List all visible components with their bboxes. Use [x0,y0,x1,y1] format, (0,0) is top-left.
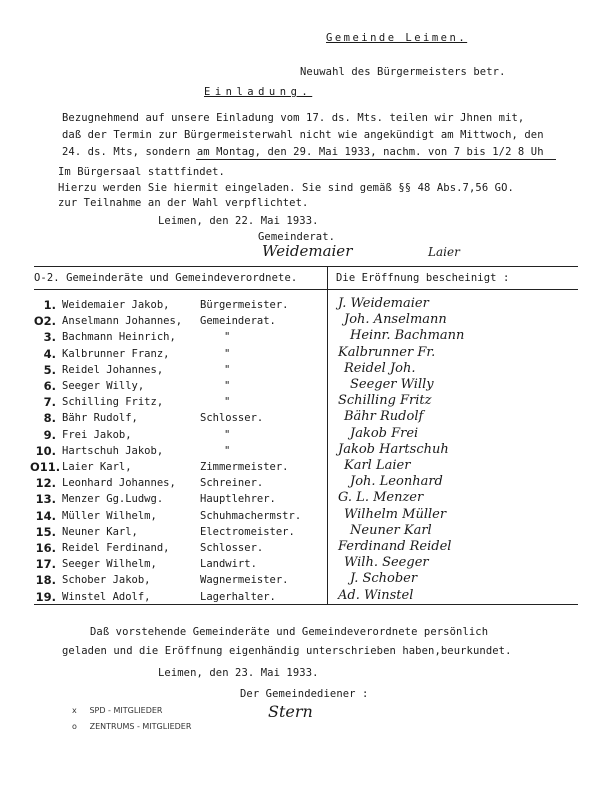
row-role: " [224,428,231,441]
body-line-5: Hierzu werden Sie hiermit eingeladen. Sie sind gemäß §§ 48 Abs.7,56 GO. [58,182,514,194]
row-number: O2. [33,314,56,329]
legend-note-1 [72,706,162,715]
row-name: Anselmann Johannes, [62,315,183,328]
table-top-rule [34,266,578,267]
row-role: Zimmermeister. [200,461,289,473]
legend-text: ZENTRUMS - MITGLIEDER [89,722,192,731]
row-role: Lagerhalter. [200,590,276,603]
row-number: 7. [43,395,56,410]
table-header-right: Die Eröffnung bescheinigt : [336,272,510,284]
row-name: Seeger Willy, [62,380,145,392]
row-name: Menzer Gg.Ludwg. [62,493,164,506]
row-role: Schreiner. [200,477,264,490]
body-line-3: 24. ds. Mts, sondern am Montag, den 29. Mai 1933, nachm. von 7 bis 1/2 8 Uh [62,146,544,158]
body-line-2: daß der Termin zur Bürgermeisterwahl nicht wie angekündigt am Mittwoch, den [62,129,544,141]
row-name: Frei Jakob, [62,428,132,441]
table-header-rule [34,289,578,290]
subject-line: Neuwahl des Bürgermeisters betr. [300,66,506,78]
row-signature: Joh. Anselmann [344,312,447,328]
municipality-heading: Gemeinde Leimen. [326,32,468,44]
row-role: Bürgermeister. [200,299,289,311]
row-number: 1. [43,298,56,312]
body-line-1: Bezugnehmend auf unsere Einladung vom 17. ds. Mts. teilen wir Jhnen mit, [62,112,525,124]
row-signature: J. Weidemaier [338,296,429,311]
underline-date [196,159,556,160]
row-number: 17. [35,557,56,572]
row-number: 18. [35,573,56,588]
row-number: 10. [35,443,56,458]
row-number: 3. [43,330,56,345]
row-name: Müller Wilhelm, [62,509,157,522]
row-name: Bachmann Heinrich, [62,331,176,344]
row-name: Schilling Fritz, [62,396,164,409]
row-role: " [224,380,231,392]
row-role: Wagnermeister. [200,574,289,587]
row-name: Winstel Adolf, [62,590,151,603]
row-signature: Wilhelm Müller [344,506,447,522]
row-signature: Schilling Fritz [338,393,432,409]
row-name: Hartschuh Jakob, [62,444,164,457]
row-name: Reidel Ferdinand, [62,542,170,554]
row-signature: Kalbrunner Fr. [338,344,436,360]
row-name: Neuner Karl, [62,525,138,538]
row-signature: Heinr. Bachmann [350,328,465,344]
row-signature: Karl Laier [344,458,411,473]
row-role: Hauptlehrer. [200,493,276,506]
row-name: Schober Jakob, [62,574,151,587]
table-column-divider [327,266,328,604]
row-role: Electromeister. [200,525,295,538]
row-role: Schlosser. [200,542,264,554]
council-signature-2: Laier [428,245,460,259]
row-role: Gemeinderat. [200,315,276,328]
row-number: 16. [35,541,56,555]
row-signature: Wilh. Seeger [344,555,429,571]
row-signature: Joh. Leonhard [350,474,443,490]
row-name: Reidel Johannes, [62,363,164,376]
row-role: " [224,331,231,344]
row-signature: J. Schober [350,571,418,587]
row-signature: Seeger Willy [350,377,434,392]
closing-line-1: Daß vorstehende Gemeinderäte und Gemeindeverordnete persönlich [90,626,489,638]
row-name: Seeger Wilhelm, [62,558,157,571]
row-number: 8. [43,411,56,426]
row-name: Laier Karl, [62,461,132,473]
row-role: Landwirt. [200,558,257,571]
body-line-4: Im Bürgersaal stattfindet. [58,166,225,178]
row-number: 13. [35,492,56,507]
legend-note-2 [72,722,191,731]
row-signature: Ad. Winstel [338,587,414,603]
row-role: " [224,396,231,409]
row-signature: Jakob Hartschuh [338,441,449,457]
place-date-1: Leimen, den 22. Mai 1933. [158,215,319,227]
table-header-left: O-2. Gemeinderäte und Gemeindeverordnete. [34,272,298,284]
messenger-label: Der Gemeindediener : [240,688,369,700]
row-role: Schlosser. [200,412,264,425]
row-name: Weidemaier Jakob, [62,299,170,311]
row-signature: G. L. Menzer [338,490,424,506]
council-signature-1: Weidemaier [262,242,353,260]
row-number: 15. [35,524,56,539]
closing-line-2: geladen und die Eröffnung eigenhändig unterschrieben haben,beurkundet. [62,645,512,657]
row-name: Kalbrunner Franz, [62,347,170,360]
messenger-signature: Stern [268,702,313,721]
legend-mark: x [72,706,77,715]
table-bottom-rule [34,604,578,605]
row-number: 4. [43,346,56,361]
row-role: " [224,363,231,376]
row-number: 12. [35,476,56,491]
row-signature: Reidel Joh. [344,360,416,376]
row-name: Leonhard Johannes, [62,477,176,490]
row-number: 19. [35,589,56,604]
place-date-2: Leimen, den 23. Mai 1933. [158,667,319,679]
row-number: 6. [43,379,56,393]
row-signature: Ferdinand Reidel [338,539,452,554]
row-role: " [224,347,231,360]
legend-text: SPD - MITGLIEDER [89,706,163,715]
row-name: Bähr Rudolf, [62,412,138,425]
row-number: 5. [43,362,56,377]
row-signature: Jakob Frei [350,425,419,441]
council-label: Gemeinderat. [258,231,336,243]
row-role: Schuhmachermstr. [200,509,302,522]
legend-mark: o [72,722,77,731]
row-role: " [224,444,231,457]
row-number: O11. [30,460,61,474]
document-title: Einladung. [204,86,313,98]
body-line-6: zur Teilnahme an der Wahl verpflichtet. [58,197,309,209]
row-signature: Bähr Rudolf [344,409,424,425]
row-signature: Neuner Karl [350,522,432,538]
row-number: 9. [43,427,56,442]
row-number: 14. [35,508,56,523]
